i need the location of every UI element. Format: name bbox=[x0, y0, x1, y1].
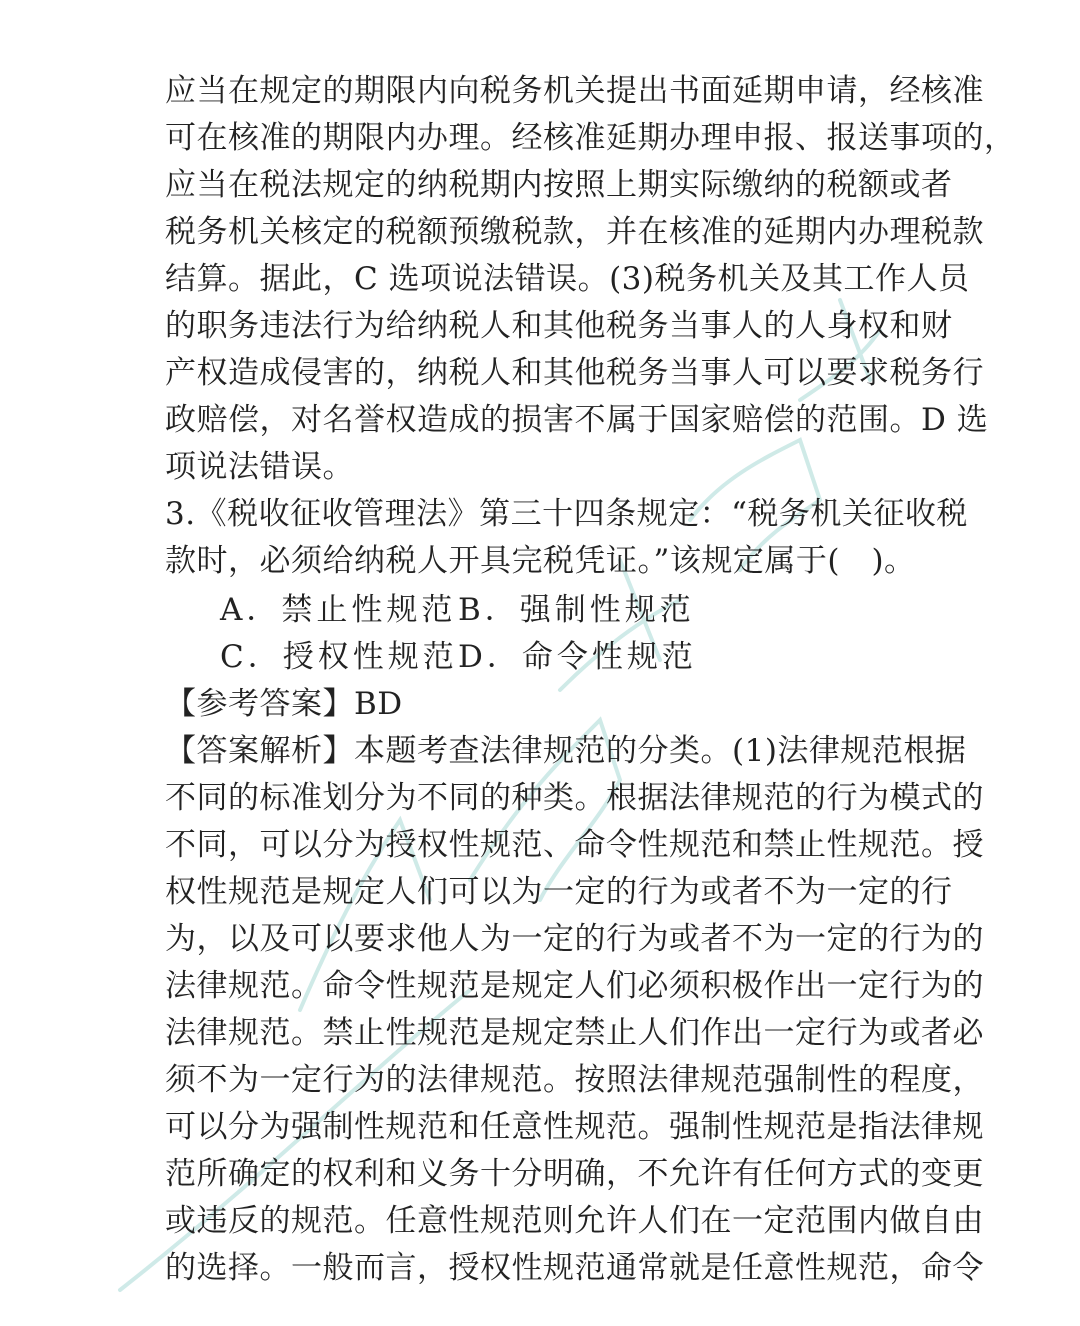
reference-answer: 【参考答案】BD bbox=[165, 686, 403, 722]
text-line: 权性规范是规定人们可以为一定的行为或者不为一定的行 bbox=[165, 874, 953, 910]
text-line: 税务机关核定的税额预缴税款，并在核准的延期内办理税款 bbox=[165, 214, 984, 250]
text-line: 应当在税法规定的纳税期内按照上期实际缴纳的税额或者 bbox=[165, 167, 953, 203]
text-line: 政赔偿，对名誉权造成的损害不属于国家赔偿的范围。D 选 bbox=[165, 402, 989, 438]
text-line: 的选择。一般而言，授权性规范通常就是任意性规范，命令 bbox=[165, 1250, 984, 1286]
text-line: 为，以及可以要求他人为一定的行为或者不为一定的行为的 bbox=[165, 921, 984, 957]
text-line: 或违反的规范。任意性规范则允许人们在一定范围内做自由 bbox=[165, 1203, 984, 1239]
question-stem: 3.《税收征收管理法》第三十四条规定：“税务机关征收税 bbox=[165, 496, 968, 532]
text-line: 可在核准的期限内办理。经核准延期办理申报、报送事项的， bbox=[165, 120, 1016, 156]
text-line: 产权造成侵害的，纳税人和其他税务当事人可以要求税务行 bbox=[165, 355, 984, 391]
text-line: 须不为一定行为的法律规范。按照法律规范强制性的程度， bbox=[165, 1062, 984, 1098]
text-line: 可以分为强制性规范和任意性规范。强制性规范是指法律规 bbox=[165, 1109, 984, 1145]
text-line: 不同的标准划分为不同的种类。根据法律规范的行为模式的 bbox=[165, 780, 984, 816]
text-line: 结算。据此，C 选项说法错误。(3)税务机关及其工作人员 bbox=[165, 261, 970, 297]
text-line: 的职务违法行为给纳税人和其他税务当事人的人身权和财 bbox=[165, 308, 953, 344]
option-c: C．授权性规范 bbox=[220, 639, 458, 675]
option-d: D．命令性规范 bbox=[458, 639, 697, 675]
text-line: 不同，可以分为授权性规范、命令性规范和禁止性规范。授 bbox=[165, 827, 984, 863]
text-line: 范所确定的权利和义务十分明确，不允许有任何方式的变更 bbox=[165, 1156, 984, 1192]
text-line: 应当在规定的期限内向税务机关提出书面延期申请，经核准 bbox=[165, 73, 984, 109]
option-a: A．禁止性规范 bbox=[220, 592, 457, 628]
text-line: 项说法错误。 bbox=[165, 449, 354, 485]
option-b: B．强制性规范 bbox=[458, 592, 695, 628]
text-line: 法律规范。禁止性规范是规定禁止人们作出一定行为或者必 bbox=[165, 1015, 984, 1051]
text-line: 【答案解析】本题考查法律规范的分类。(1)法律规范根据 bbox=[165, 733, 967, 769]
text-line: 法律规范。命令性规范是规定人们必须积极作出一定行为的 bbox=[165, 968, 984, 1004]
question-stem: 款时，必须给纳税人开具完税凭证。”该规定属于( )。 bbox=[165, 543, 916, 579]
